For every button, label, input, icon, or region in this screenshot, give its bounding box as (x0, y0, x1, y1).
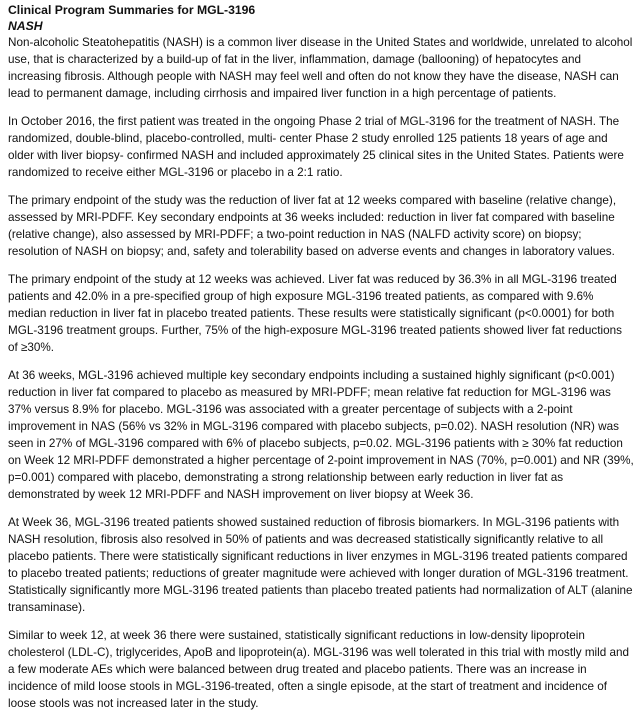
section-heading: NASH (8, 19, 43, 33)
paragraph-week36-results: At 36 weeks, MGL-3196 achieved multiple key secondary endpoints including a sustained highly significant (p<0.001) reduction in liver fat compared to placebo as measured by MRI-PDFF; mean relative fat reduction for MGL-3196 was 37% versus 8.9% for placebo. MGL-3196 was associated with a greater percentage of subjects with a 2-point improvement in NAS (56% vs 32% in MGL-3196 compared with placebo subjects, p=0.02). NASH resolution (NR) was seen in 27% of MGL-3196 compared with 6% of placebo subjects, p=0.02. MGL-3196 patients with ≥ 30% fat reduction on Week 12 MRI-PDFF demonstrated a higher percentage of 2-point improvement in NAS (70%, p=0.001) and NR (39%, p=0.001) compared with placebo, demonstrating a strong relationship between early reduction in liver fat as demonstrated by week 12 MRI-PDFF and NASH improvement on liver biopsy at Week 36. (8, 369, 634, 501)
paragraph-trial-design: In October 2016, the first patient was treated in the ongoing Phase 2 trial of MGL-3196 for the treatment of NASH. The randomized, double-blind, placebo-controlled, multi- center Phase 2 study enrolled 125 patients 18 years of age and older with liver biopsy- confirmed NASH and included approximately 25 clinical sites in the United States. Patients were randomized to receive either MGL-3196 or placebo in a 2:1 ratio. (8, 115, 624, 179)
paragraph-lipids-safety: Similar to week 12, at week 36 there were sustained, statistically significant reductions in low-density lipoprotein cholesterol (LDL-C), triglycerides, ApoB and lipoprotein(a). MGL-3196 was well tolerated in this trial with mostly mild and a few moderate AEs which were balanced between drug treated and placebo patients. There was an increase in incidence of mild loose stools in MGL-3196-treated, often a single episode, at the start of treatment and incidence of loose stools was not increased later in the study. (8, 629, 630, 710)
paragraph-nash-overview: Non-alcoholic Steatohepatitis (NASH) is a common liver disease in the United States and worldwide, unrelated to alcohol use, that is characterized by a build-up of fat in the liver, inflammation, damage (ballooning) of hepatocytes and increasing fibrosis. Although people with NASH may feel well and often do not know they have the disease, NASH can lead to permanent damage, including cirrhosis and impaired liver function in a high percentage of patients. (8, 36, 633, 100)
paragraph-fibrosis: At Week 36, MGL-3196 treated patients showed sustained reduction of fibrosis biomarkers. In MGL-3196 patients with NASH resolution, fibrosis also resolved in 50% of patients and was decreased statistically significantly relative to all placebo patients. There were statistically significant reductions in liver enzymes in MGL-3196 treated patients compared to placebo treated patients; reductions of greater magnitude were achieved with longer duration of MGL-3196 treatment. Statistically significantly more MGL-3196 treated patients than placebo treated patients had normalization of ALT (alanine transaminase). (8, 516, 633, 614)
paragraph-week12-results: The primary endpoint of the study at 12 weeks was achieved. Liver fat was reduced by 36.3% in all MGL-3196 treated patients and 42.0% in a pre-specified group of high exposure MGL-3196 treated patients, as compared with 9.6% median reduction in liver fat in placebo treated patients. These results were statistically significant (p<0.0001) for both MGL-3196 treatment groups. Further, 75% of the high-exposure MGL-3196 treated patients showed liver fat reductions of ≥30%. (8, 273, 622, 354)
document-title: Clinical Program Summaries for MGL-3196 (8, 3, 256, 17)
paragraph-endpoints: The primary endpoint of the study was the reduction of liver fat at 12 weeks compared with baseline (relative change), assessed by MRI-PDFF. Key secondary endpoints at 36 weeks included: reduction in liver fat compared with baseline (relative change), also assessed by MRI-PDFF; a two-point reduction in NAS (NALFD activity score) on biopsy; resolution of NASH on biopsy; and, safety and tolerability based on adverse events and changes in laboratory values. (8, 194, 617, 258)
